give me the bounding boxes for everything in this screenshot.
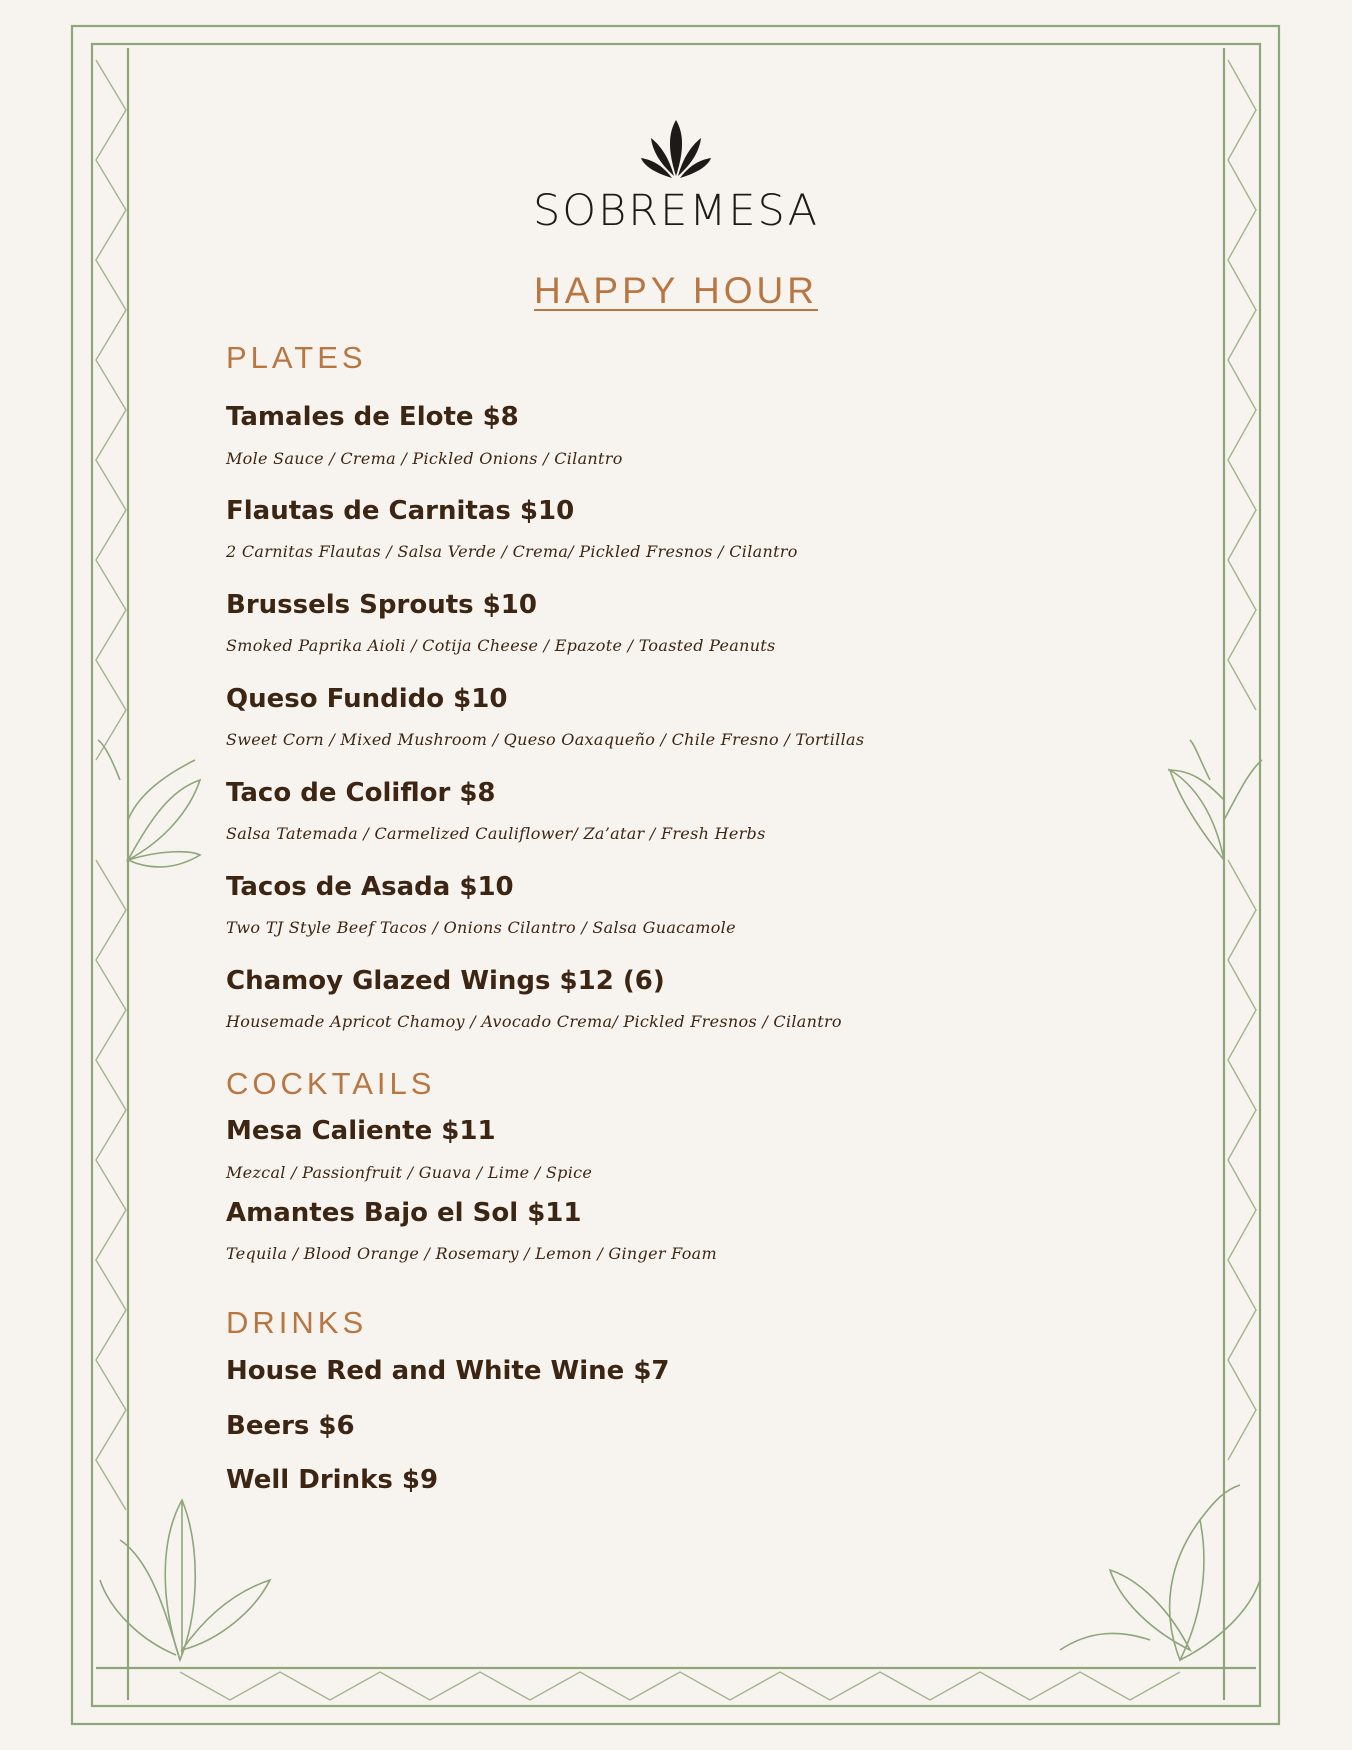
menu-item-description: Mezcal / Passionfruit / Guava / Lime / Spice bbox=[226, 1163, 593, 1182]
menu-item-description: 2 Carnitas Flautas / Salsa Verde / Crema/ Pickled Fresnos / Cilantro bbox=[226, 542, 798, 561]
menu-item-name: Brussels Sprouts $10 bbox=[226, 590, 537, 620]
menu-item-name: Tacos de Asada $10 bbox=[226, 872, 514, 902]
menu-item-name: Flautas de Carnitas $10 bbox=[226, 496, 575, 526]
menu-item-description: Mole Sauce / Crema / Pickled Onions / Cilantro bbox=[226, 449, 623, 468]
menu-item-description: Salsa Tatemada / Carmelized Cauliflower/ Za’atar / Fresh Herbs bbox=[226, 824, 766, 843]
menu-item-name: Mesa Caliente $11 bbox=[226, 1116, 496, 1146]
menu-item-name: Well Drinks $9 bbox=[226, 1465, 439, 1495]
section-title-drinks: DRINKS bbox=[226, 1305, 368, 1340]
menu-item-description: Two TJ Style Beef Tacos / Onions Cilantro / Salsa Guacamole bbox=[226, 918, 736, 937]
menu-item-description: Housemade Apricot Chamoy / Avocado Crema/ Pickled Fresnos / Cilantro bbox=[226, 1012, 842, 1031]
menu-item-name: Amantes Bajo el Sol $11 bbox=[226, 1198, 582, 1228]
menu-item-description: Sweet Corn / Mixed Mushroom / Queso Oaxaqueño / Chile Fresno / Tortillas bbox=[226, 730, 865, 749]
menu-item-description: Smoked Paprika Aioli / Cotija Cheese / Epazote / Toasted Peanuts bbox=[226, 636, 776, 655]
menu-item-name: Queso Fundido $10 bbox=[226, 684, 508, 714]
section-title-cocktails: COCKTAILS bbox=[226, 1066, 436, 1101]
menu-item-description: Tequila / Blood Orange / Rosemary / Lemon / Ginger Foam bbox=[226, 1244, 717, 1263]
menu-item-name: Tamales de Elote $8 bbox=[226, 402, 519, 432]
menu-item-name: Beers $6 bbox=[226, 1411, 355, 1441]
agave-leaf-icon bbox=[639, 118, 713, 184]
menu-item-name: House Red and White Wine $7 bbox=[226, 1356, 670, 1386]
menu-item-name: Chamoy Glazed Wings $12 (6) bbox=[226, 966, 665, 996]
brand-name: SOBREMESA bbox=[532, 186, 820, 236]
menu-title: HAPPY HOUR bbox=[534, 270, 818, 311]
logo bbox=[0, 118, 1352, 188]
section-title-plates: PLATES bbox=[226, 340, 367, 375]
menu-item-name: Taco de Coliflor $8 bbox=[226, 778, 496, 808]
